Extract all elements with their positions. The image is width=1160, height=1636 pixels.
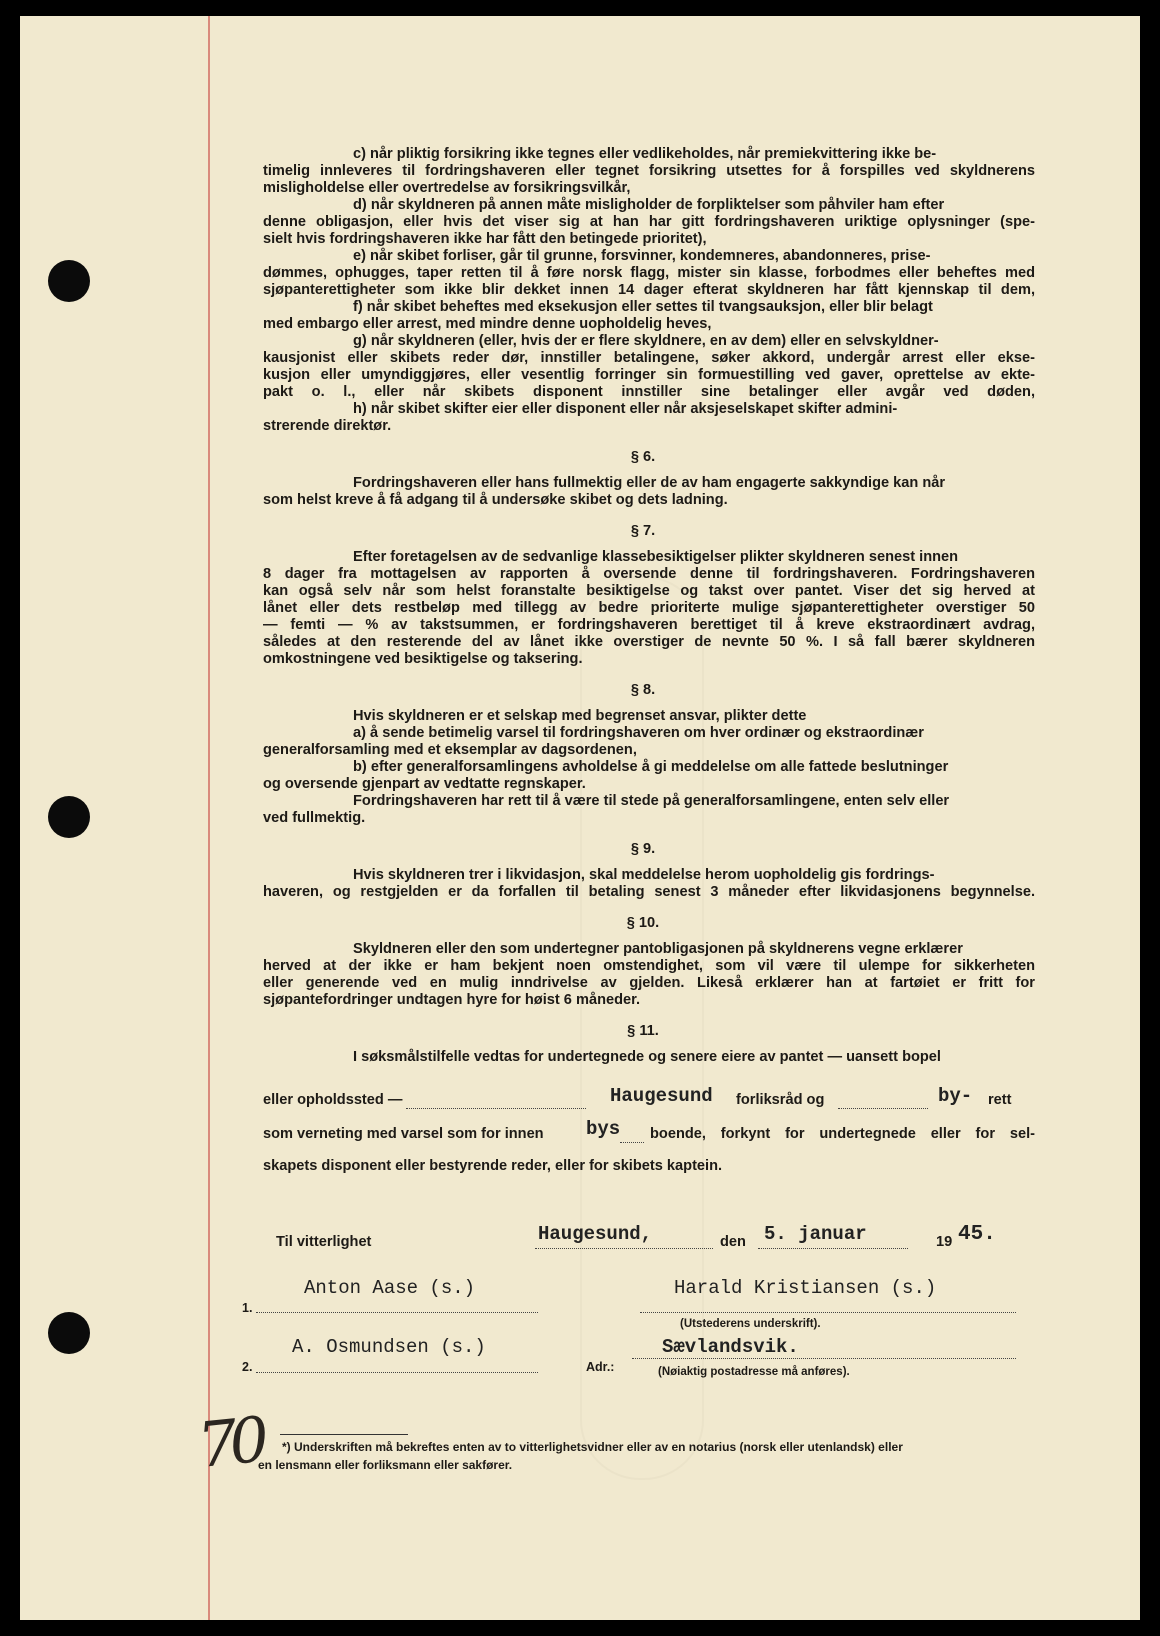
text-line: Efter foretagelsen av de sedvanlige klassebesiktigelser plikter skyldneren senest innen xyxy=(353,549,959,565)
section-heading: § 6. xyxy=(630,449,656,465)
signature-line xyxy=(640,1312,1016,1313)
text-line: strerende direktør. xyxy=(263,418,392,434)
text-line: pakt o. l., eller når skibets disponent innstiller sine betalinger eller avgår ved døden, xyxy=(263,384,1035,400)
fill-line xyxy=(838,1108,928,1109)
venue-court-suffix: rett xyxy=(988,1092,1012,1108)
fill-line xyxy=(406,1108,586,1109)
text-line: sielt hvis fordringshaveren ikke har fått den betingede prioritet), xyxy=(263,231,707,247)
text-line: omkostningene ved besiktigelse og taksering. xyxy=(263,651,583,667)
fill-line xyxy=(535,1248,713,1249)
text-line: misligholdelse eller overtredelse av forsikringsvilkår, xyxy=(263,180,631,196)
witness1-number: 1. xyxy=(242,1301,253,1315)
text-line: sjøpanterettigheter som ikke blir dekket innen 14 dager efterat skyldneren har fått kjennskap til dem, xyxy=(263,282,1035,298)
date-den: den xyxy=(720,1234,746,1250)
margin-initials: 70 xyxy=(194,1402,265,1483)
venue-line2-suffix: boende, forkynt for undertegnede eller for sel- xyxy=(650,1126,1035,1142)
text-line: således at den resterende del av lånet ikke overstiger de nevnte 50 %. I så fall bærer skyldneren xyxy=(263,634,1035,650)
text-line: Fordringshaveren eller hans fullmektig eller de av ham engagerte sakkyndige kan når xyxy=(353,475,946,491)
document-page xyxy=(20,16,1140,1620)
venue-line2-prefix: som verneting med varsel som for innen xyxy=(263,1126,544,1142)
text-line: haveren, og restgjelden er da forfallen til betaling senest 3 måneder efter likvidasjonens begynnelse. xyxy=(263,884,1035,900)
text-line: lånet eller dets restbeløp med tillegg av bedre prioriterte mulige sjøpanterettigheter overstiger 50 xyxy=(263,600,1035,616)
text-line: kan også selv når som helst foranstalte besiktigelse og takst over pantet. Viser det sig herved at xyxy=(263,583,1035,599)
text-line: med embargo eller arrest, med mindre denne uopholdelig heves, xyxy=(263,316,712,332)
address-caption: (Nøiaktig postadresse må anføres). xyxy=(658,1366,850,1378)
address-line xyxy=(632,1358,1016,1359)
section-heading: § 10. xyxy=(626,915,660,931)
punch-hole xyxy=(48,260,90,302)
margin-rule xyxy=(208,16,210,1620)
text-line: herved at der ikke er ham bekjent noen omstendighet, som vil være til ulempe for sikkerheten xyxy=(263,958,1035,974)
witness2-signature: A. Osmundsen (s.) xyxy=(292,1336,486,1358)
signing-place: Haugesund, xyxy=(538,1223,653,1245)
footnote-line2: en lensmann eller forliksmann eller sakfører. xyxy=(258,1458,513,1472)
issuer-caption: (Utstederens underskrift). xyxy=(680,1318,821,1330)
text-line: h) når skibet skifter eier eller disponent eller når aksjeselskapet skifter admini- xyxy=(353,401,898,417)
venue-prefix: eller opholdssted — xyxy=(263,1092,403,1108)
footnote-rule xyxy=(280,1434,408,1435)
signature-line xyxy=(256,1372,538,1373)
text-line: f) når skibet beheftes med eksekusjon eller settes til tvangsauksjon, eller blir belagt xyxy=(353,299,933,315)
fill-line xyxy=(620,1142,644,1143)
text-line: kausjonist eller skibets reder dør, innstiller betalingene, søker akkord, undergår arrest eller ekse- xyxy=(263,350,1035,366)
punch-hole xyxy=(48,1312,90,1354)
text-line: og oversende gjenpart av vedtatte regnskaper. xyxy=(263,776,586,792)
section-heading: § 8. xyxy=(630,682,656,698)
year-prefix: 19 xyxy=(936,1234,953,1250)
witness2-number: 2. xyxy=(242,1360,253,1374)
text-line: Hvis skyldneren trer i likvidasjon, skal meddelelse herom uopholdelig gis fordrings- xyxy=(353,867,935,883)
venue-place: Haugesund xyxy=(610,1085,713,1107)
text-line: generalforsamling med et eksemplar av dagsordenen, xyxy=(263,742,637,758)
text-line: d) når skyldneren på annen måte misligholder de forpliktelser som påhviler ham efter xyxy=(353,197,945,213)
text-line: Fordringshaveren har rett til å være til stede på generalforsamlingene, enten selv eller xyxy=(353,793,950,809)
text-line: a) å sende betimelig varsel til fordringshaveren om hver ordinær og ekstraordinær xyxy=(353,725,924,741)
text-line: Hvis skyldneren er et selskap med begrenset ansvar, plikter dette xyxy=(353,708,807,724)
text-line: timelig innleveres til fordringshaveren eller tegnet forsikring utsettes for å forspilles ved skyldnerens xyxy=(263,163,1035,179)
address-label: Adr.: xyxy=(586,1360,615,1374)
text-line: ved fullmektig. xyxy=(263,810,366,826)
venue-line3: skapets disponent eller bestyrende reder, eller for skibets kaptein. xyxy=(263,1158,723,1174)
text-line: Skyldneren eller den som undertegner pantobligasjonen på skyldnerens vegne erklærer xyxy=(353,941,963,957)
text-line: — femti — % av takstsummen, er fordringshaveren berettiget til å kreve ekstraordinært avdrag, xyxy=(263,617,1035,633)
signature-line xyxy=(256,1312,538,1313)
text-line: dømmes, ophugges, taper retten til å føre norsk flagg, mister sin klasse, forbodmes eller beheftes med xyxy=(263,265,1035,281)
address-value: Sævlandsvik. xyxy=(662,1336,799,1358)
text-line: denne obligasjon, eller hvis det viser sig at han har gitt fordringshaveren uriktige oplysninger (spe- xyxy=(263,214,1035,230)
text-line: som helst kreve å få adgang til å undersøke skibet og dets ladning. xyxy=(263,492,728,508)
section-heading: § 9. xyxy=(630,841,656,857)
section-heading: § 11. xyxy=(627,1023,659,1039)
witness-label: Til vitterlighet xyxy=(276,1234,372,1250)
venue-middle: forliksråd og xyxy=(736,1092,825,1108)
text-line: kusjon eller umyndiggjøres, eller vesentlig forringer sin formuestilling ved gaver, oprettelse av ekte- xyxy=(263,367,1035,383)
text-line: c) når pliktig forsikring ikke tegnes eller vedlikeholdes, når premiekvittering ikke be- xyxy=(353,146,937,162)
text-line: eller generende ved en mulig inndrivelse av gjelden. Likeså erklærer han at fartøiet er fritt for xyxy=(263,975,1035,991)
punch-hole xyxy=(48,796,90,838)
text-line: sjøpantefordringer undtagen hyre for høist 6 måneder. xyxy=(263,992,641,1008)
text-line: I søksmålstilfelle vedtas for undertegnede og senere eiere av pantet — uansett bopel xyxy=(353,1049,941,1065)
signing-date: 5. januar xyxy=(764,1223,867,1245)
issuer-signature: Harald Kristiansen (s.) xyxy=(674,1277,937,1299)
text-line: g) når skyldneren (eller, hvis der er flere skyldnere, en av dem) eller en selvskyldner- xyxy=(353,333,939,349)
text-line: b) efter generalforsamlingens avholdelse å gi meddelelse om alle fattede beslutninger xyxy=(353,759,949,775)
venue-line2-typed: bys xyxy=(586,1118,621,1140)
footnote-line1: *) Underskriften må bekreftes enten av to vitterlighetsvidner eller av en notarius (norsk eller utenlandsk) eller xyxy=(282,1440,903,1454)
witness1-signature: Anton Aase (s.) xyxy=(304,1277,476,1299)
fill-line xyxy=(758,1248,908,1249)
text-line: e) når skibet forliser, går til grunne, forsvinner, kondemneres, abandonneres, prise- xyxy=(353,248,931,264)
section-heading: § 7. xyxy=(630,523,656,539)
text-line: 8 dager fra mottagelsen av rapporten å oversende denne til fordringshaveren. Fordringshaveren xyxy=(263,566,1035,582)
venue-court: by- xyxy=(938,1085,973,1107)
year-suffix: 45. xyxy=(958,1223,996,1246)
